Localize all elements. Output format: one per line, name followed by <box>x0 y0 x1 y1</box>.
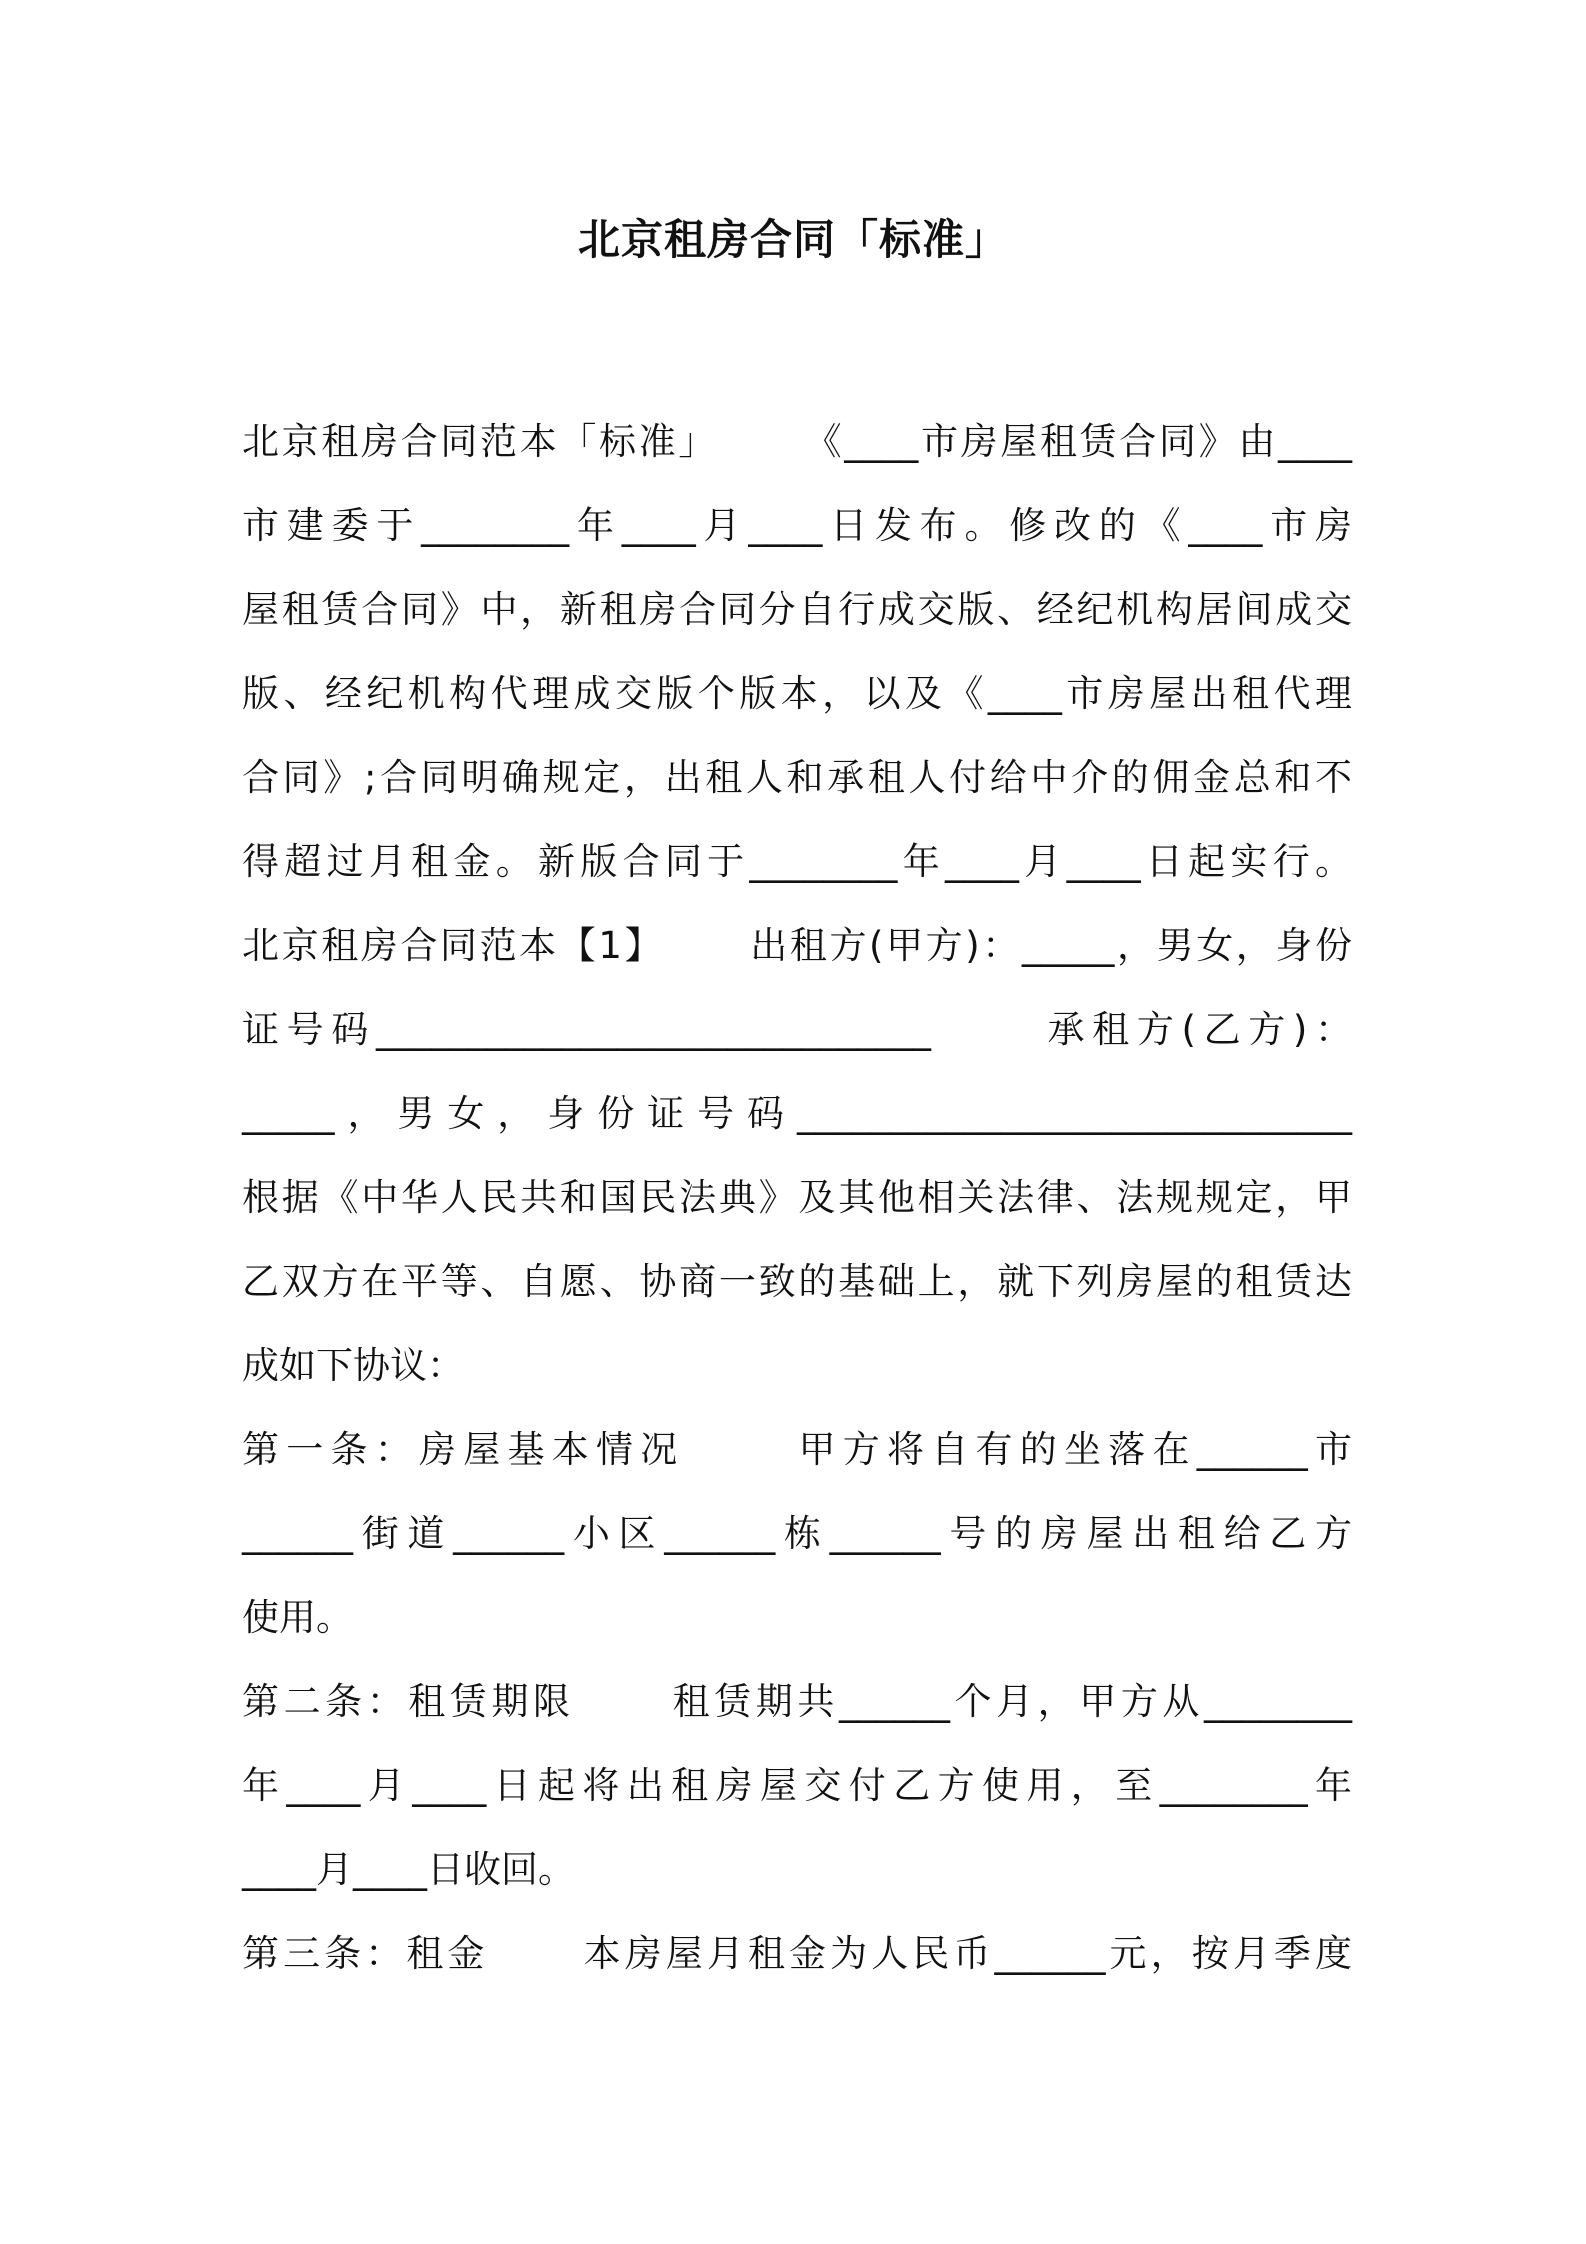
body-line: 年____月____日起将出租房屋交付乙方使用，至________年 <box>242 1764 1352 1807</box>
body-line: 使用。 <box>242 1596 353 1639</box>
body-line: 成如下协议： <box>242 1344 464 1387</box>
document-body <box>242 400 1352 1996</box>
body-line: ______街道______小区______栋______号的房屋出租给乙方 <box>242 1512 1352 1555</box>
body-line: 证号码______________________________ 承租方(乙方)： <box>242 1008 1352 1051</box>
body-line: 根据《中华人民共和国民法典》及其他相关法律、法规规定，甲 <box>242 1176 1352 1219</box>
body-line: 合同》;合同明确规定，出租人和承租人付给中介的佣金总和不 <box>242 756 1352 799</box>
body-line: ____月____日收回。 <box>242 1848 575 1891</box>
body-line: 得超过月租金。新版合同于________年____月____日起实行。 <box>242 840 1352 883</box>
body-line: 北京租房合同范本【1】 出租方(甲方)：_____，男女，身份 <box>242 924 1352 967</box>
body-line: 乙双方在平等、自愿、协商一致的基础上，就下列房屋的租赁达 <box>242 1260 1352 1303</box>
document-title: 北京租房合同「标准」 <box>577 215 1008 264</box>
body-line: 第三条：租金 本房屋月租金为人民币______元，按月季度 <box>242 1932 1352 1975</box>
body-line: 第一条：房屋基本情况 甲方将自有的坐落在______市 <box>242 1428 1352 1471</box>
body-line: 屋租赁合同》中，新租房合同分自行成交版、经纪机构居间成交 <box>242 588 1352 631</box>
body-line: 北京租房合同范本「标准」 《____市房屋租赁合同》由____ <box>242 420 1352 463</box>
body-line: 版、经纪机构代理成交版个版本，以及《____市房屋出租代理 <box>242 672 1352 715</box>
body-line: _____，男女，身份证号码______________________________ <box>242 1092 1352 1135</box>
body-line: 第二条：租赁期限 租赁期共______个月，甲方从________ <box>242 1680 1352 1723</box>
body-line: 市建委于________年____月____日发布。修改的《____市房 <box>242 504 1352 547</box>
